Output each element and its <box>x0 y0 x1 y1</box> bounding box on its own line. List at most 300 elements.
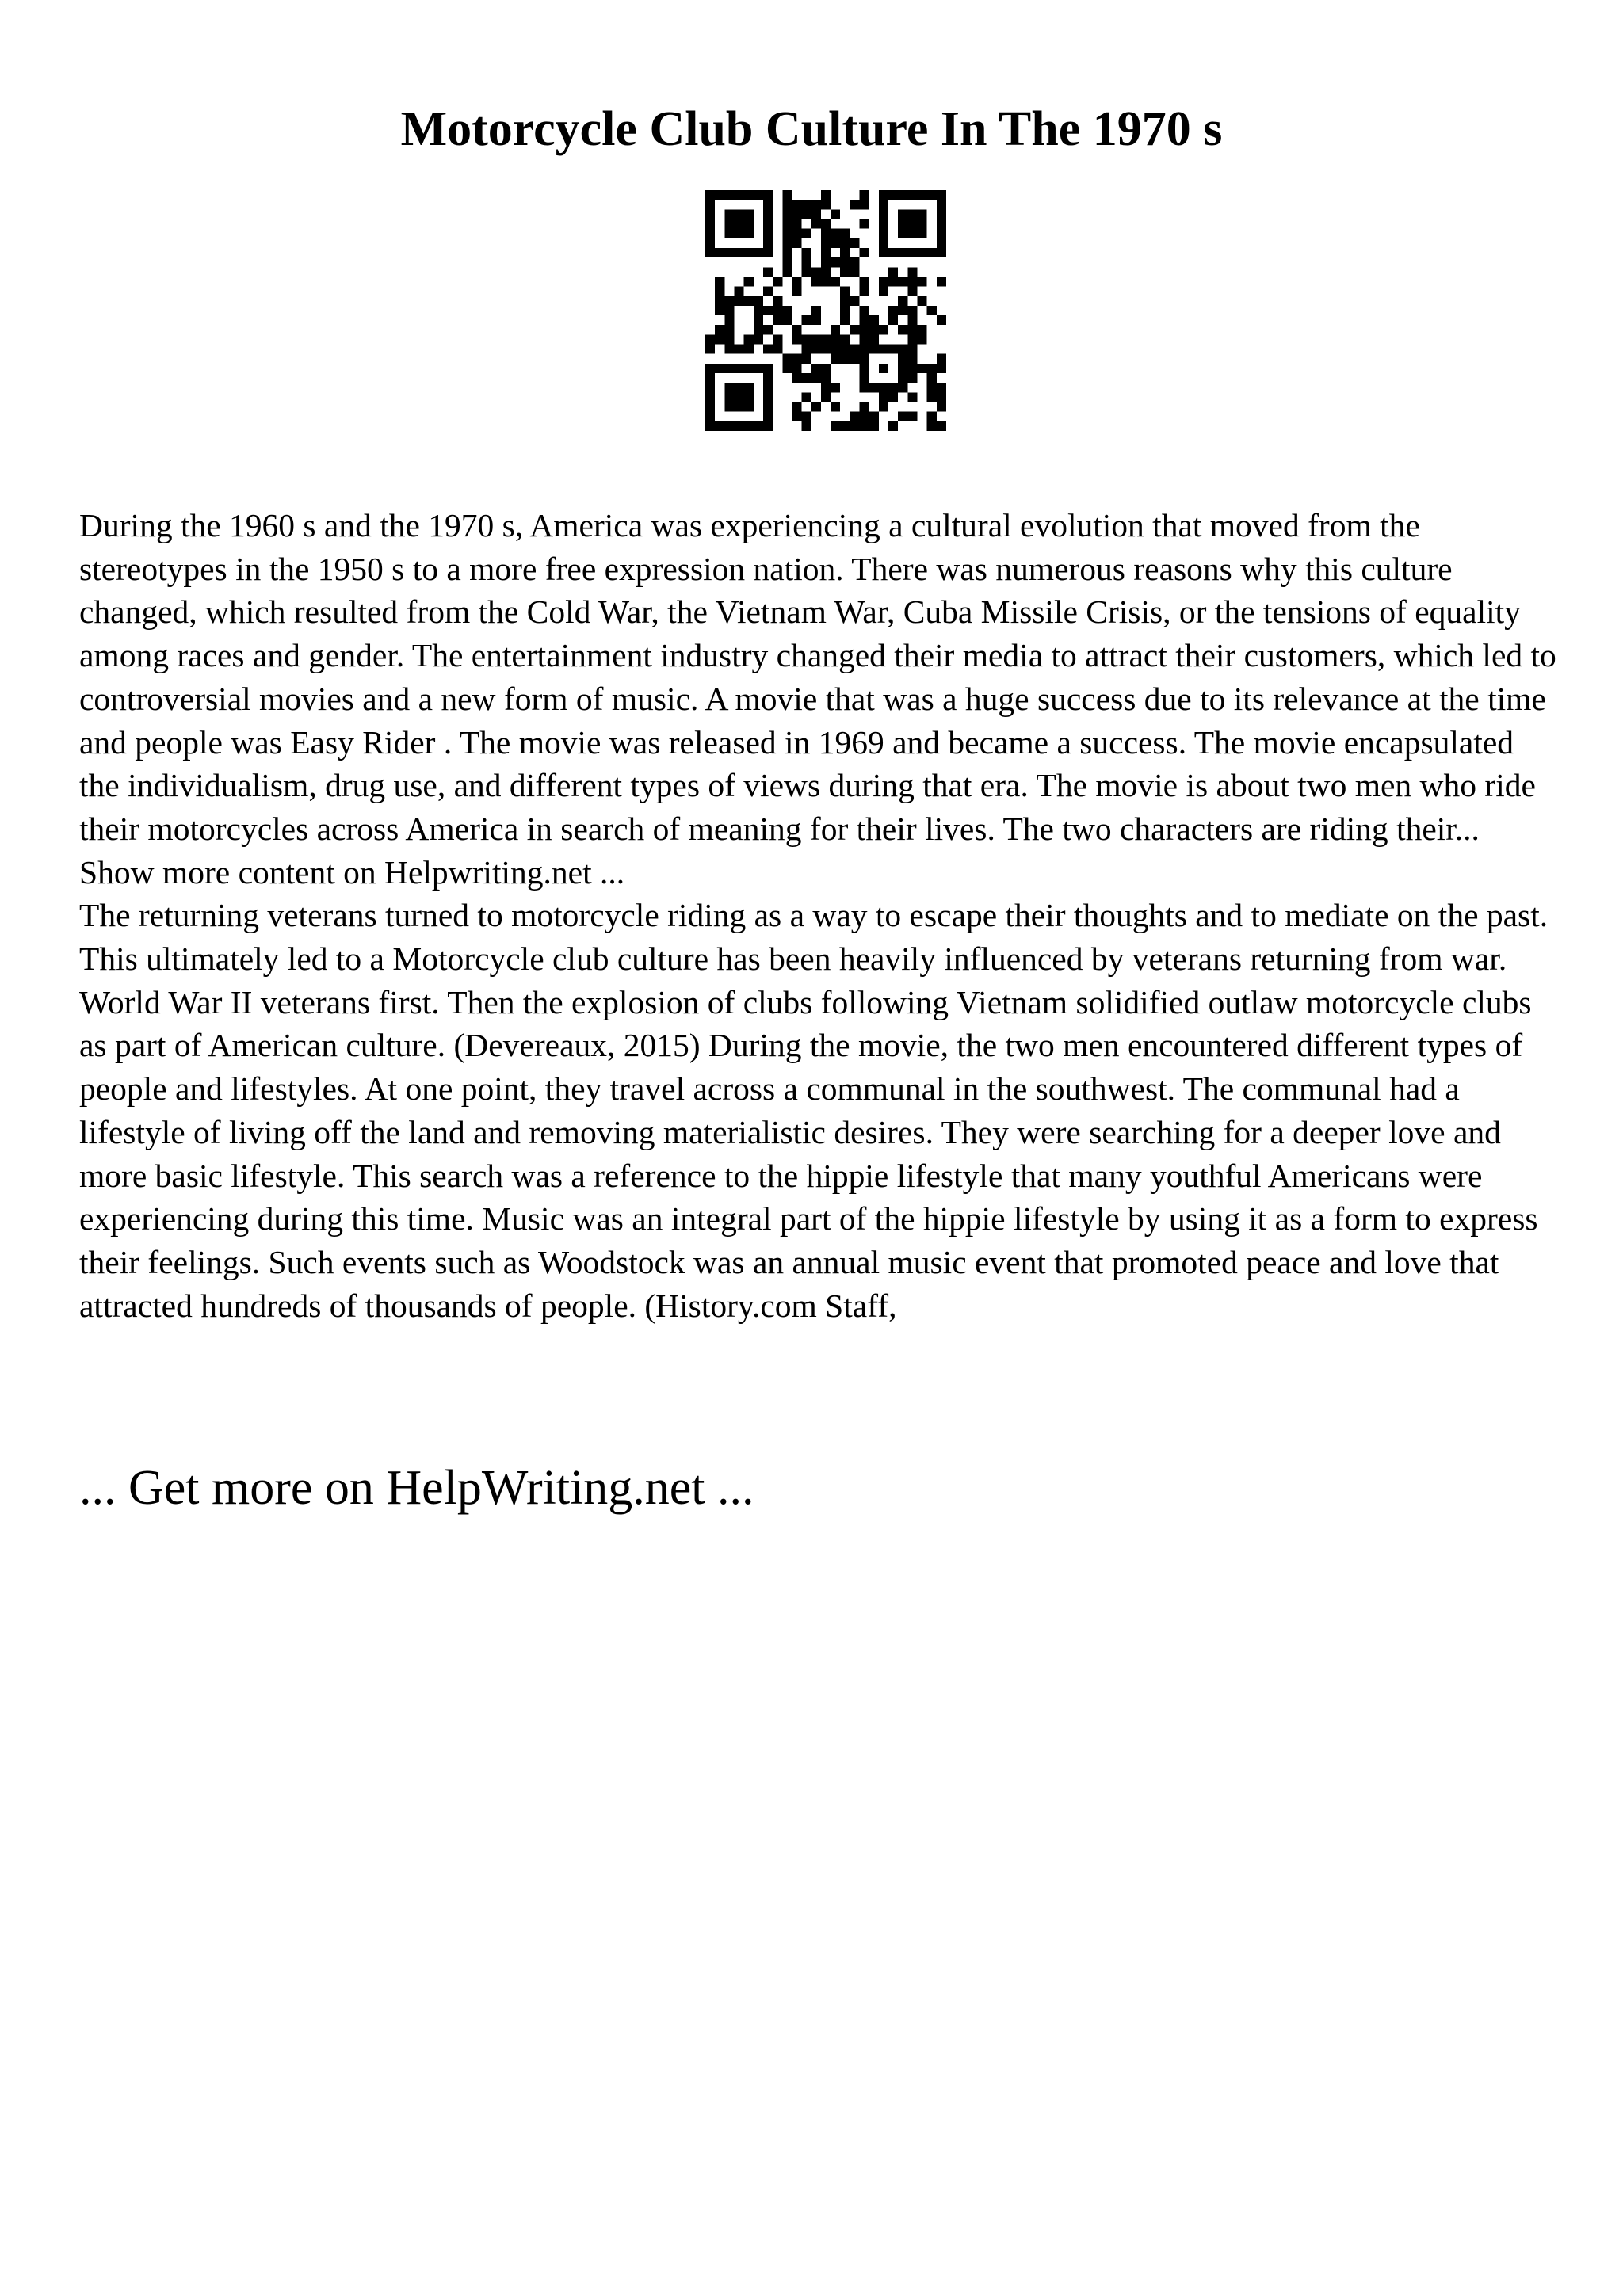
qr-module <box>879 287 888 296</box>
qr-module <box>754 190 763 200</box>
qr-module <box>715 421 724 431</box>
qr-module <box>850 238 859 248</box>
qr-module <box>724 364 734 373</box>
qr-module <box>763 373 773 383</box>
qr-module <box>802 200 812 209</box>
qr-module <box>860 421 869 431</box>
qr-module <box>850 267 859 277</box>
qr-module <box>744 345 754 354</box>
qr-module <box>792 402 801 412</box>
qr-module <box>840 421 850 431</box>
qr-module <box>918 296 927 306</box>
qr-module <box>744 248 754 257</box>
qr-module <box>724 219 734 228</box>
qr-module <box>734 219 743 228</box>
qr-module <box>734 209 743 219</box>
qr-module <box>802 345 812 354</box>
qr-module <box>831 345 840 354</box>
qr-module <box>860 345 869 354</box>
qr-module <box>860 219 869 228</box>
qr-module <box>821 257 831 267</box>
qr-module <box>937 190 946 200</box>
qr-module <box>840 306 850 315</box>
qr-module <box>831 229 840 238</box>
qr-module <box>782 354 792 364</box>
qr-module <box>724 383 734 392</box>
qr-module <box>763 364 773 373</box>
qr-module <box>724 345 734 354</box>
page-title: Motorcycle Club Culture In The 1970 s <box>400 102 1223 156</box>
qr-module <box>715 190 724 200</box>
qr-module <box>879 392 888 402</box>
qr-module <box>763 421 773 431</box>
qr-module <box>763 345 773 354</box>
qr-module <box>754 364 763 373</box>
qr-module <box>802 354 812 364</box>
qr-module <box>907 277 917 286</box>
qr-module <box>898 248 907 257</box>
qr-module <box>918 334 927 344</box>
qr-module <box>907 229 917 238</box>
qr-module <box>831 238 840 248</box>
qr-module <box>812 200 821 209</box>
qr-module <box>869 412 879 421</box>
qr-module <box>898 277 907 286</box>
qr-module <box>763 229 773 238</box>
qr-module <box>821 248 831 257</box>
qr-module <box>831 257 840 267</box>
qr-module <box>773 315 782 325</box>
qr-module <box>744 383 754 392</box>
qr-module <box>782 238 792 248</box>
qr-module <box>860 383 869 392</box>
qr-module <box>821 200 831 209</box>
qr-module <box>850 200 859 209</box>
qr-module <box>773 345 782 354</box>
qr-module <box>734 248 743 257</box>
qr-module <box>802 229 812 238</box>
qr-module <box>715 334 724 344</box>
qr-module <box>937 392 946 402</box>
qr-module <box>927 306 937 315</box>
qr-module <box>831 383 840 392</box>
qr-module <box>734 402 743 412</box>
qr-module <box>888 190 898 200</box>
qr-module <box>840 229 850 238</box>
qr-module <box>821 392 831 402</box>
qr-module <box>860 402 869 412</box>
qr-module <box>763 287 773 296</box>
qr-module <box>782 257 792 267</box>
qr-module <box>763 190 773 200</box>
qr-module <box>831 277 840 286</box>
qr-module <box>763 200 773 209</box>
qr-module <box>812 267 821 277</box>
qr-module <box>744 277 754 286</box>
qr-module <box>705 383 715 392</box>
qr-module <box>724 306 734 315</box>
qr-module <box>840 354 850 364</box>
qr-module <box>705 219 715 228</box>
qr-module <box>879 345 888 354</box>
qr-module <box>724 334 734 344</box>
qr-module <box>888 277 898 286</box>
article-body <box>79 504 1561 1327</box>
qr-module <box>821 373 831 383</box>
qr-module <box>802 373 812 383</box>
qr-module <box>754 306 763 315</box>
qr-module <box>792 334 801 344</box>
qr-module <box>705 334 715 344</box>
qr-module <box>840 267 850 277</box>
qr-module <box>802 334 812 344</box>
qr-module <box>907 315 917 325</box>
qr-module <box>744 421 754 431</box>
qr-module <box>782 229 792 238</box>
qr-module <box>821 383 831 392</box>
qr-module <box>918 229 927 238</box>
qr-module <box>754 315 763 325</box>
qr-module <box>821 238 831 248</box>
qr-module <box>927 190 937 200</box>
qr-module <box>744 364 754 373</box>
qr-module <box>763 209 773 219</box>
qr-module <box>812 402 821 412</box>
qr-module <box>898 373 907 383</box>
qr-module <box>898 345 907 354</box>
qr-module <box>812 364 821 373</box>
qr-module <box>715 277 724 286</box>
qr-module <box>792 219 801 228</box>
qr-module <box>773 296 782 306</box>
qr-module <box>792 412 801 421</box>
qr-module <box>715 248 724 257</box>
qr-module <box>724 421 734 431</box>
qr-module <box>831 209 840 219</box>
qr-module <box>715 325 724 334</box>
qr-module <box>907 190 917 200</box>
qr-module <box>918 190 927 200</box>
qr-module <box>860 287 869 296</box>
qr-module <box>937 238 946 248</box>
qr-module <box>812 306 821 315</box>
qr-module <box>812 209 821 219</box>
qr-module <box>937 209 946 219</box>
qr-module <box>812 315 821 325</box>
qr-module <box>715 306 724 315</box>
qr-module <box>821 334 831 344</box>
qr-module <box>879 219 888 228</box>
qr-module <box>773 306 782 315</box>
qr-module <box>773 334 782 344</box>
qr-module <box>907 287 917 296</box>
qr-module <box>898 306 907 315</box>
qr-module <box>918 209 927 219</box>
qr-module <box>831 354 840 364</box>
qr-module <box>927 248 937 257</box>
qr-module <box>869 383 879 392</box>
qr-module <box>888 306 898 315</box>
qr-module <box>907 209 917 219</box>
qr-module <box>937 315 946 325</box>
qr-module <box>907 412 917 421</box>
qr-module <box>792 373 801 383</box>
qr-module <box>937 364 946 373</box>
qr-module <box>850 421 859 431</box>
qr-module <box>812 373 821 383</box>
qr-module <box>879 364 888 373</box>
qr-module <box>898 229 907 238</box>
qr-module <box>812 277 821 286</box>
qr-module <box>840 345 850 354</box>
qr-module <box>907 373 917 383</box>
qr-module <box>724 190 734 200</box>
qr-module <box>734 296 743 306</box>
qr-module <box>879 200 888 209</box>
qr-module <box>802 257 812 267</box>
qr-module <box>715 287 724 296</box>
qr-module <box>705 421 715 431</box>
qr-module <box>763 412 773 421</box>
qr-module <box>831 325 840 334</box>
qr-module <box>763 383 773 392</box>
qr-module <box>812 219 821 228</box>
qr-module <box>763 402 773 412</box>
qr-module <box>734 383 743 392</box>
qr-module <box>821 277 831 286</box>
qr-module <box>898 325 907 334</box>
qr-module <box>705 238 715 248</box>
qr-module <box>734 190 743 200</box>
qr-module <box>705 392 715 402</box>
qr-module <box>879 325 888 334</box>
qr-module <box>744 229 754 238</box>
qr-code-graphic <box>705 190 946 431</box>
qr-module <box>850 325 859 334</box>
qr-module <box>724 315 734 325</box>
qr-module <box>744 402 754 412</box>
qr-module <box>937 402 946 412</box>
qr-module <box>802 315 812 325</box>
qr-module <box>898 383 907 392</box>
qr-module <box>821 267 831 277</box>
qr-module <box>792 209 801 219</box>
qr-module <box>705 412 715 421</box>
qr-module <box>821 219 831 228</box>
qr-module <box>850 257 859 267</box>
paragraph-1: During the 1960 s and the 1970 s, America was experiencing a cultural evolution that moved from the stereotypes in the 1950 s to a more free expression nation. There was numerous reasons why this culture changed, which resulted from the Cold War, the Vietnam War, Cuba Missile Crisis, or the tensions of equality among races and gender. The entertainment industry changed their media to attract their customers, which led to controversial movies and a new form of music. A movie that was a huge success due to its relevance at the time and people was Easy Rider . The movie was released in 1969 and became a success. The movie encapsulated the individualism, drug use, and different types of views during that era. The movie is about two men who ride their motorcycles across America in search of meaning for their lives. The two characters are riding their... Show more content on Helpwriting.net ... <box>79 507 1556 891</box>
qr-module <box>792 287 801 296</box>
qr-module <box>850 354 859 364</box>
qr-module <box>802 392 812 402</box>
qr-module <box>715 296 724 306</box>
qr-module <box>918 364 927 373</box>
qr-module <box>754 325 763 334</box>
qr-module <box>792 277 801 286</box>
qr-module <box>782 315 792 325</box>
qr-module <box>860 373 869 383</box>
qr-module <box>860 354 869 364</box>
qr-module <box>724 402 734 412</box>
qr-module <box>888 345 898 354</box>
qr-module <box>724 248 734 257</box>
qr-module <box>763 392 773 402</box>
qr-module <box>860 306 869 315</box>
qr-module <box>860 412 869 421</box>
qr-module <box>888 383 898 392</box>
qr-module <box>821 190 831 200</box>
qr-module <box>724 392 734 402</box>
qr-module <box>918 325 927 334</box>
qr-module <box>792 364 801 373</box>
qr-module <box>840 257 850 267</box>
qr-module <box>869 345 879 354</box>
qr-module <box>907 345 917 354</box>
qr-module <box>918 219 927 228</box>
qr-module <box>918 248 927 257</box>
qr-module <box>734 287 743 296</box>
qr-module <box>937 200 946 209</box>
qr-module <box>734 392 743 402</box>
qr-module <box>927 373 937 383</box>
qr-module <box>734 345 743 354</box>
qr-module <box>705 200 715 209</box>
qr-module <box>763 248 773 257</box>
qr-module <box>907 354 917 364</box>
qr-module <box>879 229 888 238</box>
qr-module <box>754 421 763 431</box>
qr-module <box>927 383 937 392</box>
qr-module <box>734 229 743 238</box>
qr-module <box>821 364 831 373</box>
qr-module <box>802 421 812 431</box>
qr-module <box>879 209 888 219</box>
qr-module <box>888 392 898 402</box>
qr-module <box>705 364 715 373</box>
qr-module <box>888 421 898 431</box>
qr-module <box>792 238 801 248</box>
qr-module <box>744 334 754 344</box>
qr-module <box>802 209 812 219</box>
qr-module <box>763 219 773 228</box>
qr-module <box>821 345 831 354</box>
qr-module <box>927 392 937 402</box>
qr-module <box>907 392 917 402</box>
qr-module <box>860 334 869 344</box>
qr-module <box>937 277 946 286</box>
qr-module <box>898 296 907 306</box>
qr-module <box>840 334 850 344</box>
qr-module <box>937 219 946 228</box>
qr-module <box>763 267 773 277</box>
qr-module <box>898 190 907 200</box>
qr-module <box>860 277 869 286</box>
qr-module <box>754 296 763 306</box>
qr-module <box>860 200 869 209</box>
qr-module <box>782 219 792 228</box>
qr-module <box>831 402 840 412</box>
qr-module <box>705 373 715 383</box>
qr-module <box>879 277 888 286</box>
qr-module <box>782 364 792 373</box>
qr-module <box>840 315 850 325</box>
qr-module <box>705 209 715 219</box>
qr-module <box>734 364 743 373</box>
qr-module <box>744 209 754 219</box>
qr-module <box>782 190 792 200</box>
qr-module <box>792 200 801 209</box>
qr-module <box>744 219 754 228</box>
qr-module <box>715 364 724 373</box>
qr-module <box>724 209 734 219</box>
qr-module <box>840 248 850 257</box>
qr-module <box>907 325 917 334</box>
qr-module <box>888 267 898 277</box>
qr-module <box>907 219 917 228</box>
qr-module <box>918 277 927 286</box>
qr-module <box>744 190 754 200</box>
qr-module <box>879 248 888 257</box>
qr-module <box>840 287 850 296</box>
qr-module <box>782 306 792 315</box>
qr-module <box>705 345 715 354</box>
qr-module <box>763 238 773 248</box>
qr-module <box>840 238 850 248</box>
qr-module <box>888 315 898 325</box>
qr-module <box>869 315 879 325</box>
qr-module <box>937 421 946 431</box>
qr-module <box>927 364 937 373</box>
qr-module <box>782 267 792 277</box>
qr-module <box>812 334 821 344</box>
qr-module <box>782 200 792 209</box>
qr-module <box>937 383 946 392</box>
qr-module <box>821 229 831 238</box>
qr-module <box>850 412 859 421</box>
qr-module <box>898 412 907 421</box>
qr-module <box>744 392 754 402</box>
qr-module <box>879 190 888 200</box>
qr-module <box>907 248 917 257</box>
qr-module <box>782 209 792 219</box>
qr-module <box>937 354 946 364</box>
qr-module <box>869 421 879 431</box>
qr-module <box>898 354 907 364</box>
qr-module <box>850 345 859 354</box>
qr-module <box>937 229 946 238</box>
qr-module <box>831 334 840 344</box>
qr-module <box>782 248 792 257</box>
qr-module <box>724 296 734 306</box>
qr-module <box>927 421 937 431</box>
qr-module <box>927 412 937 421</box>
get-more-link[interactable]: ... Get more on HelpWriting.net ... <box>79 1461 754 1515</box>
qr-module <box>869 325 879 334</box>
qr-module <box>705 190 715 200</box>
qr-module <box>792 325 801 334</box>
qr-module <box>724 229 734 238</box>
qr-module <box>879 402 888 412</box>
qr-module <box>937 248 946 257</box>
qr-module <box>705 248 715 257</box>
qr-module <box>840 296 850 306</box>
qr-module <box>860 190 869 200</box>
qr-module <box>860 325 869 334</box>
qr-module <box>754 334 763 344</box>
qr-module <box>907 267 917 277</box>
paragraph-2: The returning veterans turned to motorcycle riding as a way to escape their thoughts and to mediate on the past. This ultimately led to a Motorcycle club culture has been heavily influenced by veterans returning from war. World War II veterans first. Then the explosion of clubs following Vietnam solidified outlaw motorcycle clubs as part of American culture. (Devereaux, 2015) During the movie, the two men encountered different types of people and lifestyles. At one point, they travel across a communal in the southwest. The communal had a lifestyle of living off the land and removing materialistic desires. They were searching for a deeper love and more basic lifestyle. This search was a reference to the hippie lifestyle that many youthful Americans were experiencing during this time. Music was an integral part of the hippie lifestyle by using it as a form to express their feelings. Such events such as Woodstock was an annual music event that promoted peace and love that attracted hundreds of thousands of people. (History.com Staff, <box>79 897 1549 1324</box>
qr-module <box>734 421 743 431</box>
